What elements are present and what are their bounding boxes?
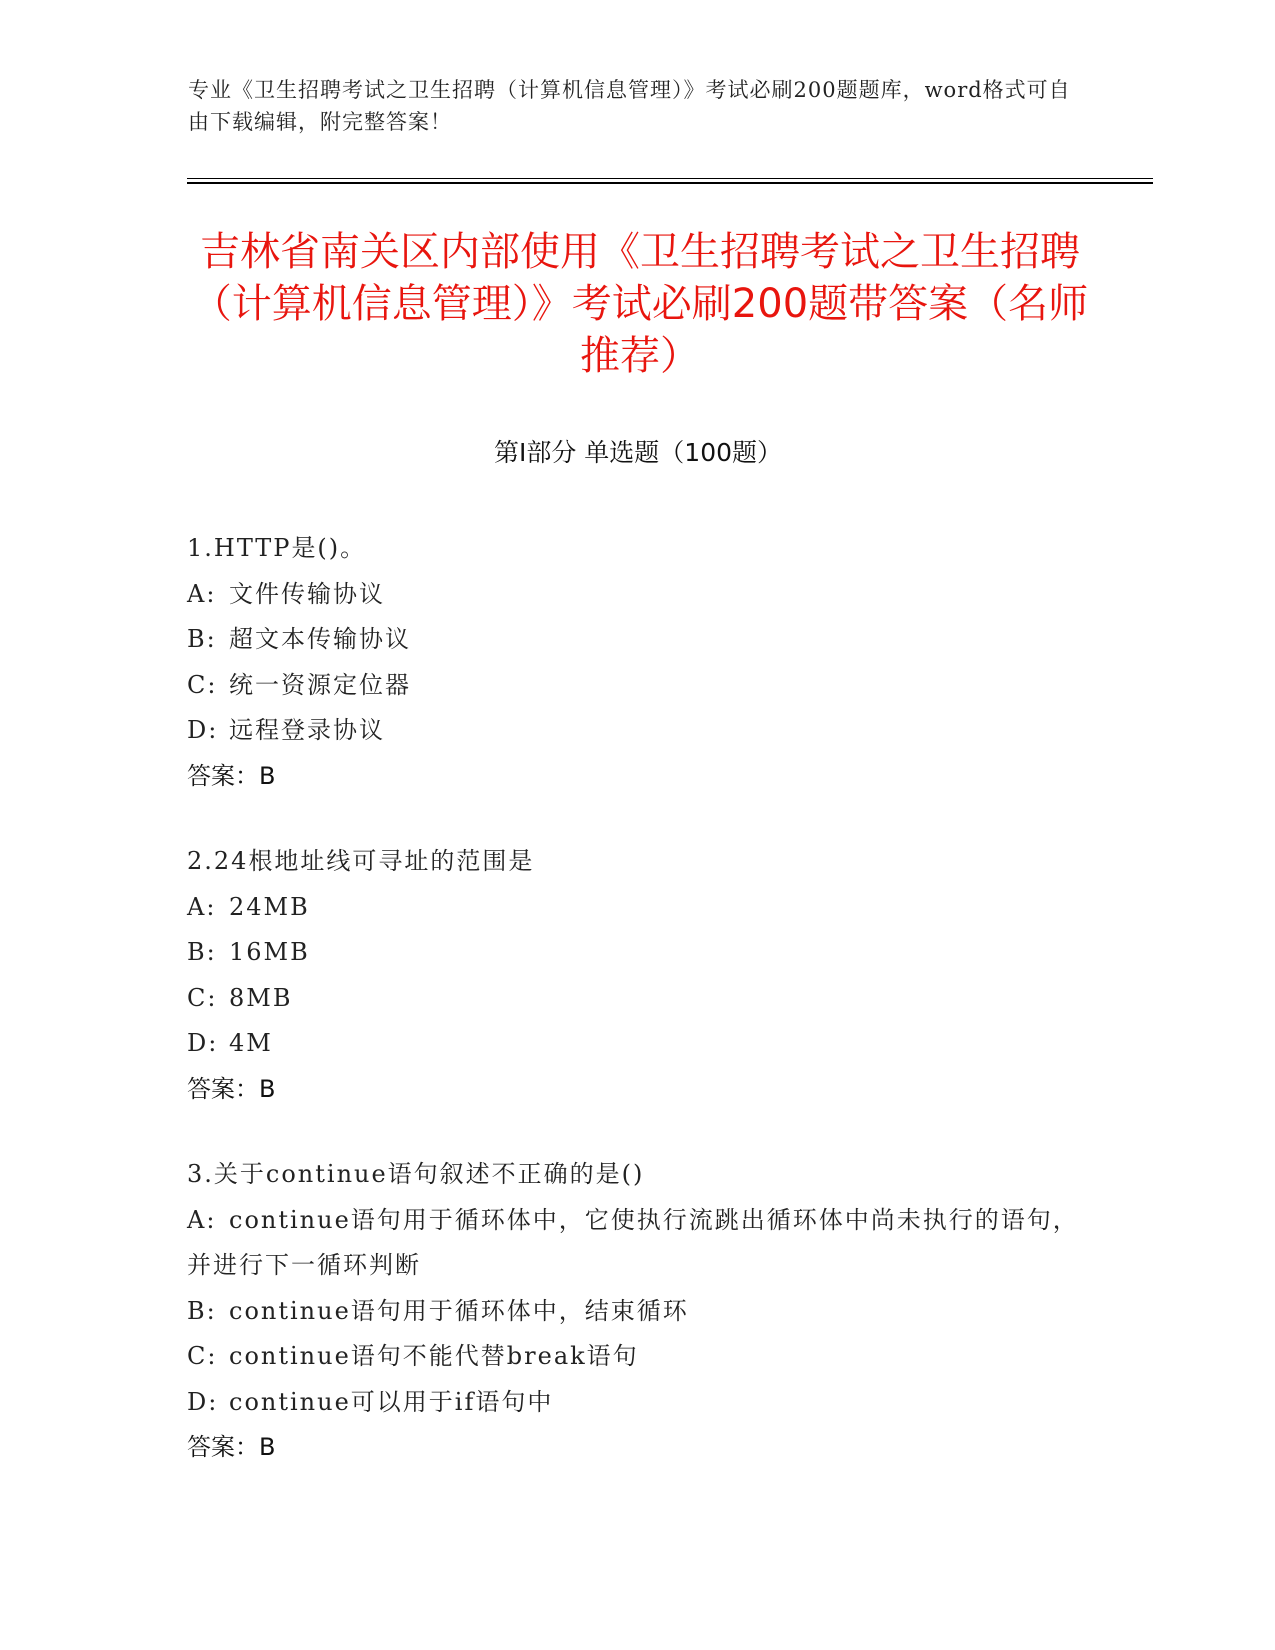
option-a	[187, 885, 1087, 931]
option-text: 24MB	[229, 892, 310, 921]
option-prefix: A:	[187, 579, 217, 608]
option-text: continue语句用于循环体中，结束循环	[229, 1296, 689, 1325]
answer: 答案：B	[187, 1433, 276, 1461]
option-prefix: B:	[187, 1296, 217, 1325]
option-text: continue语句不能代替break语句	[229, 1342, 639, 1370]
answer: 答案：B	[187, 761, 276, 790]
option-prefix: D:	[187, 1387, 219, 1416]
option-prefix: B:	[187, 938, 217, 966]
option-d	[187, 1021, 1087, 1067]
option-prefix: D:	[187, 1029, 219, 1057]
option-text: continue语句用于循环体中，它使执行流跳出循环体中尚未执行的语句，并进行下一循环判断	[187, 1205, 1079, 1279]
option-prefix: C:	[187, 670, 218, 699]
option-c	[187, 976, 1087, 1022]
question-stem: 1.HTTP是()。	[187, 534, 367, 562]
option-text: 16MB	[229, 938, 310, 966]
section-title: 第Ⅰ部分 单选题（100题）	[493, 438, 783, 467]
document-title: 吉林省南关区内部使用《卫生招聘考试之卫生招聘（计算机信息管理）》考试必刷200题带答案（名师推荐）	[191, 229, 1089, 379]
header-rule-thick	[187, 182, 1153, 184]
header-note: 专业《卫生招聘考试之卫生招聘（计算机信息管理）》考试必刷200题题库，word格式可自由下载编辑，附完整答案！	[188, 78, 1071, 134]
option-a	[187, 1198, 1087, 1289]
question-stem: 3.关于continue语句叙述不正确的是()	[187, 1160, 645, 1188]
option-c	[187, 663, 1087, 709]
option-text: 超文本传输协议	[229, 625, 411, 653]
question-3	[187, 1152, 1087, 1471]
question-1	[187, 526, 1087, 799]
option-prefix: C:	[187, 1342, 218, 1370]
option-prefix: A:	[187, 1205, 217, 1234]
option-c	[187, 1334, 1087, 1380]
option-b	[187, 930, 1087, 976]
question-stem: 2.24根地址线可寻址的范围是	[187, 847, 535, 875]
option-text: 8MB	[229, 983, 293, 1012]
header-rule-thin	[187, 178, 1153, 179]
option-d	[187, 708, 1087, 754]
option-text: 统一资源定位器	[229, 670, 411, 699]
option-text: 4M	[229, 1029, 273, 1057]
option-d	[187, 1380, 1087, 1426]
answer: 答案：B	[187, 1074, 276, 1103]
option-prefix: A:	[187, 892, 217, 921]
option-prefix: B:	[187, 625, 217, 653]
option-text: continue可以用于if语句中	[229, 1387, 554, 1416]
question-list	[187, 526, 1087, 1511]
option-prefix: D:	[187, 716, 219, 744]
option-text: 远程登录协议	[229, 716, 385, 744]
option-prefix: C:	[187, 983, 218, 1012]
option-b	[187, 1289, 1087, 1335]
option-a	[187, 572, 1087, 618]
option-b	[187, 617, 1087, 663]
option-text: 文件传输协议	[229, 579, 385, 608]
question-2	[187, 839, 1087, 1112]
